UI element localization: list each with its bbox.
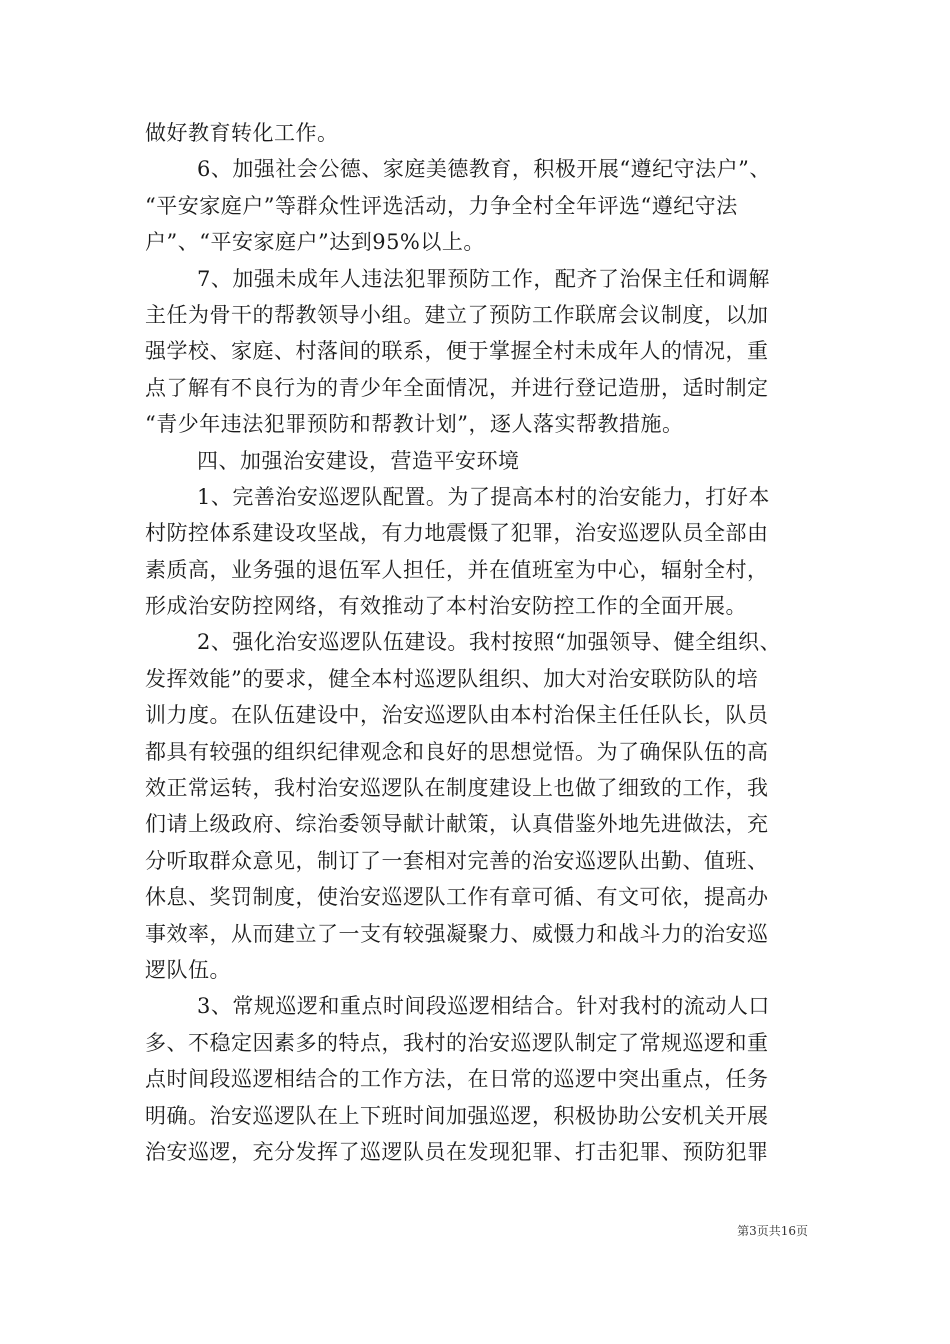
text-line: 7、加强未成年人违法犯罪预防工作，配齐了治保主任和调解 <box>197 266 770 291</box>
text-line: 休息、奖罚制度，使治安巡逻队工作有章可循、有文可依，提高办 <box>145 885 769 910</box>
text-line: 发挥效能”的要求，健全本村巡逻队组织、加大对治安联防队的培 <box>145 666 759 691</box>
text-line: 做好教育转化工作。 <box>145 121 339 145</box>
text-line: 训力度。在队伍建设中，治安巡逻队由本村治保主任任队长，队员 <box>145 703 769 728</box>
text-line: 主任为骨干的帮教领导小组。建立了预防工作联席会议制度，以加 <box>145 302 769 327</box>
text-line: 四、加强治安建设，营造平安环境 <box>197 448 520 473</box>
text-line: 1、完善治安巡逻队配置。为了提高本村的治安能力，打好本 <box>197 484 770 509</box>
text-line: 多、不稳定因素多的特点，我村的治安巡逻队制定了常规巡逻和重 <box>145 1030 769 1055</box>
text-line: 治安巡逻，充分发挥了巡逻队员在发现犯罪、打击犯罪、预防犯罪 <box>145 1139 769 1164</box>
text-line: 强学校、家庭、村落间的联系，便于掌握全村未成年人的情况，重 <box>145 339 769 364</box>
text-line: 3、常规巡逻和重点时间段巡逻相结合。针对我村的流动人口 <box>197 994 770 1019</box>
text-line: 明确。治安巡逻队在上下班时间加强巡逻，积极协助公安机关开展 <box>145 1103 769 1128</box>
text-line: 事效率，从而建立了一支有较强凝聚力、威慑力和战斗力的治安巡 <box>145 921 769 946</box>
document-body <box>145 115 830 1170</box>
text-line: 素质高，业务强的退伍军人担任，并在值班室为中心，辐射全村， <box>145 557 769 582</box>
text-line: “平安家庭户”等群众性评选活动，力争全村全年评选“遵纪守法 <box>145 193 738 218</box>
text-line: 户”、“平安家庭户”达到95%以上。 <box>145 230 485 255</box>
text-line: 分听取群众意见，制订了一套相对完善的治安巡逻队出勤、值班、 <box>145 848 769 873</box>
text-line: 逻队伍。 <box>145 957 231 982</box>
text-line: 点了解有不良行为的青少年全面情况，并进行登记造册，适时制定 <box>145 375 769 400</box>
text-line: 点时间段巡逻相结合的工作方法，在日常的巡逻中突出重点，任务 <box>145 1067 769 1092</box>
text-line: 6、加强社会公德、家庭美德教育，积极开展“遵纪守法户”、 <box>197 157 771 182</box>
text-line: 形成治安防控网络，有效推动了本村治安防控工作的全面开展。 <box>145 594 747 619</box>
text-line: “青少年违法犯罪预防和帮教计划”，逐人落实帮教措施。 <box>145 412 684 437</box>
text-line: 2、强化治安巡逻队伍建设。我村按照“加强领导、健全组织、 <box>197 630 782 655</box>
page-number: 第3页共16页 <box>737 1224 808 1238</box>
text-line: 们请上级政府、综治委领导献计献策，认真借鉴外地先进做法，充 <box>145 812 769 837</box>
text-line: 效正常运转，我村治安巡逻队在制度建设上也做了细致的工作，我 <box>145 776 769 801</box>
text-line: 都具有较强的组织纪律观念和良好的思想觉悟。为了确保队伍的高 <box>145 739 769 764</box>
text-line: 村防控体系建设攻坚战，有力地震慑了犯罪，治安巡逻队员全部由 <box>145 521 769 546</box>
